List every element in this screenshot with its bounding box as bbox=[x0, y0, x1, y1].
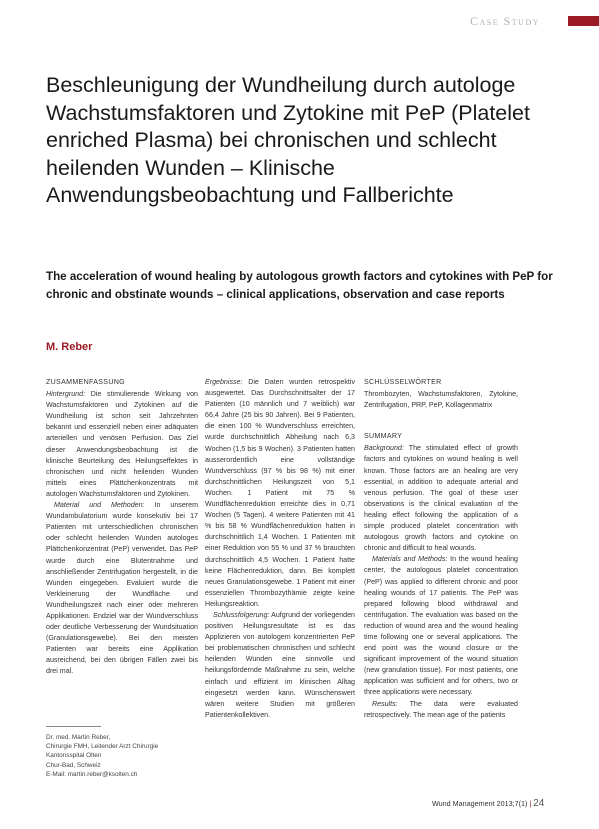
label-hintergrund: Hintergrund: bbox=[46, 390, 86, 399]
text-ergebnisse: Die Daten wurden retrospektiv ausgewertet. Das Durchschnittsalter der 17 Patienten (10 männlich und 7 weiblich) war 66,4 Jahre (25 bis 90 Jahren). Bei 9 Patienten, die einen 100 % Wundverschluss erreichten, wurde durchschnittlich Abheilung nach 6,3 Wochen (1,5 bis 9 Wochen). 3 Patienten hatten ausserordentlich eine vollständige Wundverschluss (97 % bis 98 %) mit einer durchschnittlichen Heilungszeit von 5,1 Wochen. 1 Patient mit 75 % Wundflächenreduktion erreichte dies in 0,71 Wochen (5 Tagen). 4 weitere Patienten mit 41 % bis 58 % Wundflächenreduktion hatten in durchschnittlich 1,4 Wochen. 1 Patienten mit einer Reduktion von 55 % und 37 % brauchten durchschnittlich 4,5 Wochen. 1 Patient hatte keine Flächenreduktion, dann. Bei komplett neues Granulationsgewebe. 1 Patient mit einer essenziellen Thrombozythämie zeigte keine Heilungsreaktion. bbox=[205, 378, 355, 608]
page-number: 24 bbox=[533, 798, 545, 809]
text-results: The data were evaluated retrospectively. The mean age of the patients bbox=[364, 699, 518, 719]
summary-background bbox=[364, 443, 518, 554]
summary-methods bbox=[364, 554, 518, 698]
label-schluss: Schlussfolgerung: bbox=[213, 610, 270, 619]
text-methods: In the wound healing center, the autologous platelet concentration (PeP) was applied to different chronic and poor healing wounds of 17 patients. The PeP was prepared following blood withdrawal and centrifugation. The evaluation was based on the reduction of wound area and the wound healing time following one or several applications. The end point was the wound closure or the significant improvement of the wound situation (new granulation tissue). For most patients, one application was sufficient and for others, two or three applications were necessary. bbox=[364, 555, 518, 697]
zusammenfassung-ergebnisse bbox=[205, 377, 355, 610]
column-summary bbox=[364, 377, 518, 721]
zusammenfassung-methoden bbox=[46, 500, 198, 678]
text-schluss: Aufgrund der vorliegenden positiven Heilungsresultate ist es das Applizieren von autologem konzentrierten PeP bei problematischen chronischen und schlecht heilenden Wunden eine sinnvolle und heilungsfördernde Maßnahme zu sein, welche einfach und effizient im klinischen Alltag eingesetzt werden kann. Wünschenswert wären weitere Studien mit größeren Patientenkollektiven. bbox=[205, 610, 355, 719]
article-title: Beschleunigung der Wundheilung durch autologe Wachstumsfaktoren und Zytokine mit PeP (Platelet enriched Plasma) bei chronischen und schlecht heilenden Wunden – Klinische Anwendungsbeobachtung und Fallberichte bbox=[46, 73, 530, 207]
label-ergebnisse: Ergebnisse: bbox=[205, 378, 243, 386]
column-middle bbox=[205, 377, 355, 721]
article-author: M. Reber bbox=[46, 341, 93, 353]
label-background: Background: bbox=[364, 444, 404, 453]
label-methods: Materials and Methods: bbox=[372, 555, 448, 564]
text-methoden: In unserem Wundambulatorium wurde konsekutiv bei 17 Patienten mit unterschiedlichen chronischen oder schlecht heilenden Wunden autologes Plättchenkonzentrat (PeP) verwendet. Das PeP wurde durch eine Blutentnahme und anschließender Zentrifugation hergestellt, in die Wunden eingegeben. Evaluiert wurde die Verkleinerung der Wundfläche und Wundheilungszeit nach einer oder mehreren Applikationen. Endziel war der Wundverschluss oder deutliche Verbesserung der Wundsituation (Granulationsgewebe). Bei den meisten Patienten war bereits eine Applikation ausreichend, bei den übrigen Fällen zwei bis drei mal. bbox=[46, 501, 198, 676]
affiliation-line: Dr. med. Martin Reber, bbox=[46, 734, 111, 741]
keywords-text: Thrombozyten, Wachstumsfaktoren, Zytokine, Zentrifugation, PRP, PeP, Kollagenmatrix bbox=[364, 390, 518, 410]
section-label: Case Study bbox=[470, 14, 541, 28]
label-results: Results: bbox=[372, 699, 398, 708]
affiliation-line: E-Mail: martin.reber@ksolten.ch bbox=[46, 770, 138, 778]
text-hintergrund: Die stimulierende Wirkung von Wachstumsfaktoren und Zytokinen auf die Wundheilung ist schon seit Jahrzehnten bekannt und essenziell neben einer adäquaten arteriellen und venösen Perfusion. Das Ziel dieser Anwendungsbeobachtung ist die klinische Beurteilung des Heilungseffektes in chronischen und nicht heilenden Wunden mittels eines Plättchenkonzentrats mit autologen Wachstumsfaktoren und Zytokinen. bbox=[46, 390, 198, 498]
article-subtitle: The acceleration of wound healing by autologous growth factors and cytokines with PeP for chronic and obstinate wounds – clinical applications, observation and case reports bbox=[46, 270, 553, 301]
section-heading-summary: SUMMARY bbox=[364, 432, 403, 441]
affiliation-line: Chirurgie FMH, Leitender Arzt Chirurgie bbox=[46, 743, 159, 751]
page-footer bbox=[432, 798, 544, 809]
footer-separator: | bbox=[529, 799, 532, 808]
affiliation-divider bbox=[46, 726, 101, 727]
text-background: The stimulated effect of growth factors and cytokines on wound healing is well known. Those factors are an healing are very essential, in addition to adequate arterial and venous perfusion. The goal of these user observations is the clinical evaluation of the healing effect following the application of a simple produced platelet concentration with autologous growth factors and cytokine on chronic and difficult to heal wounds. bbox=[364, 444, 518, 553]
journal-citation: Wund Management 2013;7(1) bbox=[432, 799, 528, 808]
section-accent-bar bbox=[568, 16, 599, 26]
affiliation-line: Kantonsspital Olten bbox=[46, 752, 102, 760]
zusammenfassung-hintergrund bbox=[46, 389, 198, 500]
summary-results bbox=[364, 699, 518, 721]
section-heading-keywords: SCHLÜSSELWÖRTER bbox=[364, 378, 442, 386]
zusammenfassung-schluss bbox=[205, 610, 355, 721]
section-heading-zusammenfassung: ZUSAMMENFASSUNG bbox=[46, 378, 125, 386]
author-affiliation bbox=[46, 733, 196, 779]
label-methoden: Material und Methoden: bbox=[54, 501, 145, 510]
affiliation-line: Chur-Bad, Schweiz bbox=[46, 761, 101, 769]
column-zusammenfassung bbox=[46, 377, 198, 678]
